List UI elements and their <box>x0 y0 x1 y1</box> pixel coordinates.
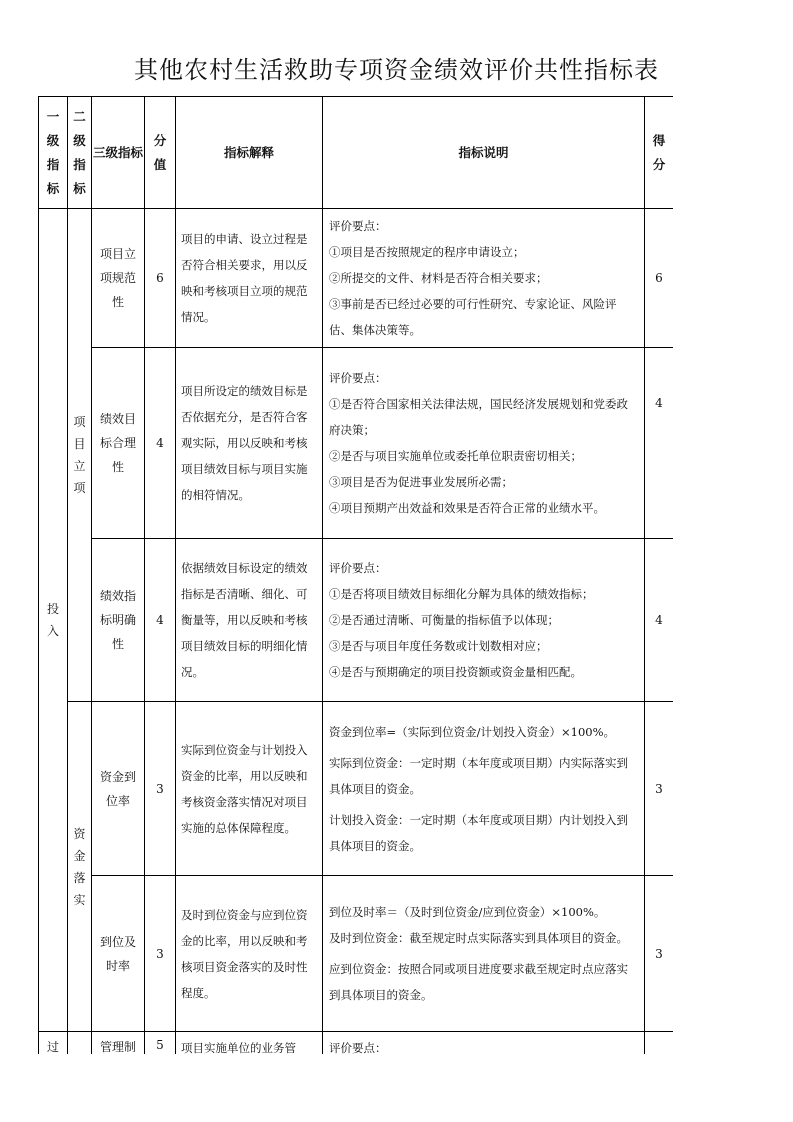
table-row <box>39 702 674 876</box>
indicator-cell: 项目立项规范性 <box>92 209 145 348</box>
score-cell: 3 <box>645 702 674 876</box>
description-cell: 评价要点： <box>323 1032 645 1055</box>
header-level3: 三级指标 <box>92 97 145 209</box>
indicator-table-frame <box>38 96 673 1054</box>
description-cell: 评价要点： ①项目是否按照规定的程序申请设立； ②所提交的文件、材料是否符合相关要求； ③事前是否已经过必要的可行性研究、专家论证、风险评估、集体决策等。 <box>323 209 645 348</box>
explanation-cell: 项目所设定的绩效目标是否依据充分，是否符合客观实际，用以反映和考核项目绩效目标与项目实施的相符情况。 <box>176 348 323 539</box>
indicator-cell: 到位及时率 <box>92 876 145 1032</box>
group-project-setup: 项 目 立 项 <box>68 209 92 702</box>
description-cell: 到位及时率＝（及时到位资金/应到位资金）×100%。 及时到位资金：截至规定时点实际落实到具体项目的资金。 应到位资金：按照合同或项目进度要求截至规定时点应落实到具体项目的资金。 <box>323 876 645 1032</box>
header-score: 得 分 <box>645 97 674 209</box>
group-process: 过 <box>39 1032 68 1055</box>
group-funds: 资 金 落 实 <box>68 702 92 1032</box>
indicator-cell: 资金到位率 <box>92 702 145 876</box>
page-title: 其他农村生活救助专项资金绩效评价共性指标表 <box>134 56 659 84</box>
weight-cell: 3 <box>145 702 176 876</box>
explanation-cell: 及时到位资金与应到位资金的比率，用以反映和考核项目资金落实的及时性程度。 <box>176 876 323 1032</box>
explanation-cell: 项目实施单位的业务管 <box>176 1032 323 1055</box>
score-cell: 3 <box>645 876 674 1032</box>
header-level1: 一 级 指 标 <box>39 97 68 209</box>
table-header-row <box>39 97 674 209</box>
explanation-cell: 项目的申请、设立过程是否符合相关要求，用以反映和考核项目立项的规范情况。 <box>176 209 323 348</box>
indicator-table <box>38 96 673 1054</box>
score-cell: 6 <box>645 209 674 348</box>
weight-cell: 4 <box>145 539 176 702</box>
weight-cell: 6 <box>145 209 176 348</box>
weight-cell: 4 <box>145 348 176 539</box>
table-row <box>39 348 674 539</box>
header-explanation: 指标解释 <box>176 97 323 209</box>
table-row <box>39 876 674 1032</box>
indicator-cell: 绩效目标合理性 <box>92 348 145 539</box>
header-description: 指标说明 <box>323 97 645 209</box>
weight-cell: 5 <box>145 1032 176 1055</box>
table-row <box>39 209 674 348</box>
description-cell: 评价要点： ①是否符合国家相关法律法规，国民经济发展规划和党委政府决策； ②是否与项目实施单位或委托单位职责密切相关； ③项目是否为促进事业发展所必需； ④项目预期产出效益和效果是否符合正常的业绩水平。 <box>323 348 645 539</box>
indicator-cell: 绩效指标明确性 <box>92 539 145 702</box>
explanation-cell: 依据绩效目标设定的绩效指标是否清晰、细化、可衡量等，用以反映和考核项目绩效目标的明细化情况。 <box>176 539 323 702</box>
score-cell <box>645 1032 674 1055</box>
score-cell: 4 <box>645 348 674 539</box>
score-cell: 4 <box>645 539 674 702</box>
weight-cell: 3 <box>145 876 176 1032</box>
indicator-cell: 管理制 <box>92 1032 145 1055</box>
table-row <box>39 539 674 702</box>
group-input: 投 入 <box>39 209 68 1032</box>
header-weight: 分 值 <box>145 97 176 209</box>
table-row <box>39 1032 674 1055</box>
explanation-cell: 实际到位资金与计划投入资金的比率，用以反映和考核资金落实情况对项目实施的总体保障程度。 <box>176 702 323 876</box>
description-cell: 评价要点： ①是否将项目绩效目标细化分解为具体的绩效指标； ②是否通过清晰、可衡量的指标值予以体现； ③是否与项目年度任务数或计划数相对应； ④是否与预期确定的项目投资额或资金量相匹配。 <box>323 539 645 702</box>
description-cell: 资金到位率=（实际到位资金/计划投入资金）×100%。 实际到位资金：一定时期（本年度或项目期）内实际落实到具体项目的资金。 计划投入资金：一定时期（本年度或项目期）内计划投入到具体项目的资金。 <box>323 702 645 876</box>
header-level2: 二 级 指 标 <box>68 97 92 209</box>
